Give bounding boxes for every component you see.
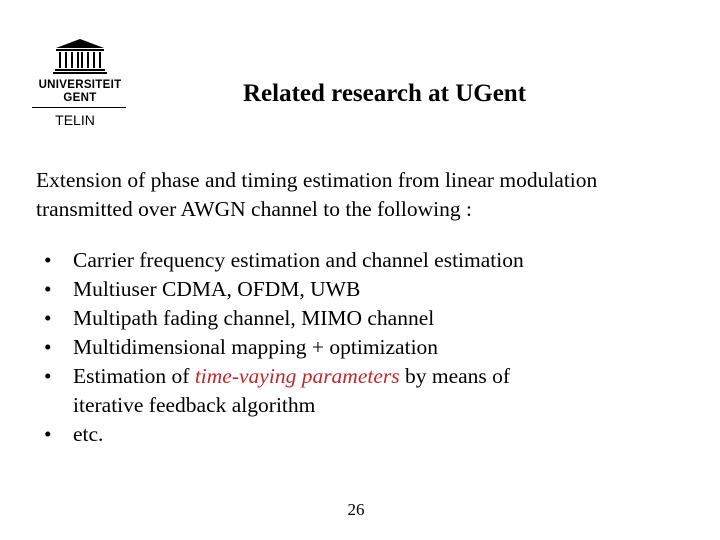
bullet-glyph: • (44, 277, 52, 301)
bullet-text: Multiuser CDMA, OFDM, UWB (73, 277, 361, 301)
logo-divider (32, 107, 126, 108)
emphasized-phrase: time-vaying parameters (194, 364, 400, 388)
bullet-text: Multipath fading channel, MIMO channel (73, 306, 435, 330)
logo-department: TELIN (55, 112, 95, 128)
logo-gent-text: GENT (63, 92, 97, 104)
list-item (44, 246, 684, 275)
bullet-text: Multidimensional mapping + optimization (73, 335, 439, 359)
bullet-glyph: • (44, 364, 52, 388)
bullet-glyph: • (44, 422, 52, 446)
list-item (44, 362, 684, 420)
bullet-text-line-2: iterative feedback algorithm (73, 393, 316, 417)
bullet-glyph: • (44, 335, 52, 359)
intro-line-2: transmitted over AWGN channel to the following : (36, 197, 472, 221)
bullet-glyph: • (44, 306, 52, 330)
bullet-text-before: Estimation of (73, 364, 195, 388)
list-item (44, 333, 684, 362)
bullet-text-line-1 (73, 362, 684, 391)
page-number: 26 (347, 500, 365, 519)
bullet-text: etc. (73, 422, 104, 446)
bullet-text-after: by means of (399, 364, 511, 388)
list-item (44, 304, 684, 333)
slide-title: Related research at UGent (243, 80, 527, 107)
ugent-logo (28, 38, 132, 130)
bullet-text: Carrier frequency estimation and channel estimation (73, 248, 524, 272)
bullet-glyph: • (44, 248, 52, 272)
intro-paragraph (36, 166, 696, 224)
bullet-list (44, 246, 684, 449)
list-item (44, 420, 684, 449)
university-building-icon (52, 38, 108, 76)
intro-line-1: Extension of phase and timing estimation from linear modulation (36, 168, 598, 192)
list-item (44, 275, 684, 304)
logo-university-text: UNIVERSITEIT (38, 79, 122, 91)
